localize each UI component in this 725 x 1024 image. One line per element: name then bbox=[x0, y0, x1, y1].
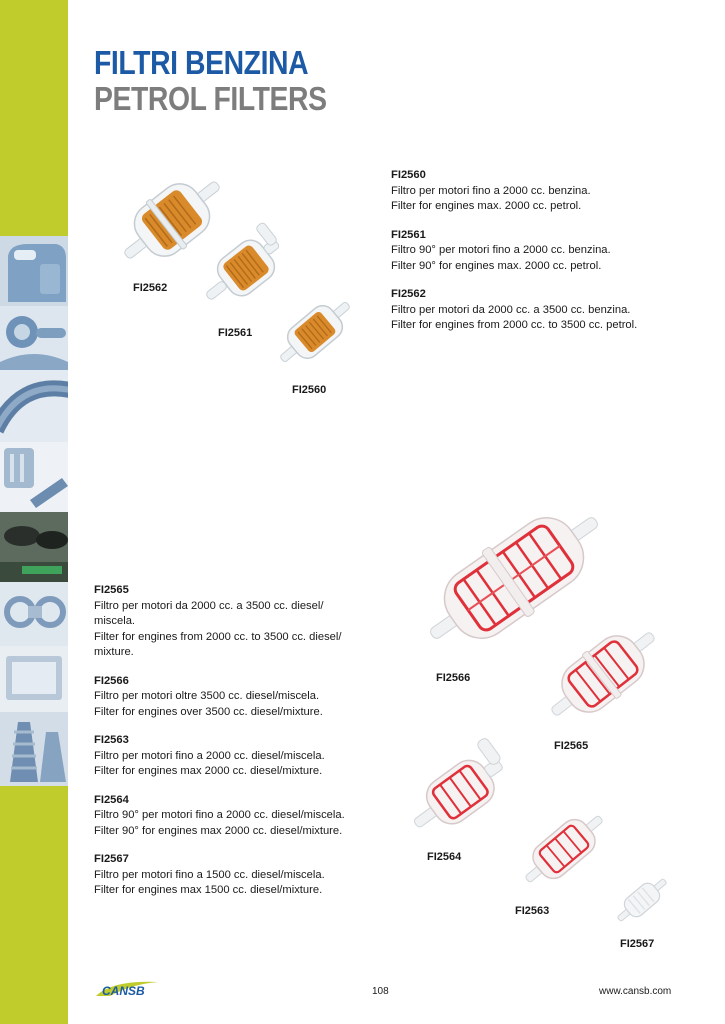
filter-image-fi2560 bbox=[270, 288, 360, 376]
product-photo-strip bbox=[0, 236, 68, 786]
filter-image-fi2565 bbox=[538, 626, 668, 722]
product-code: FI2567 bbox=[94, 853, 129, 865]
filter-label-fi2566: FI2566 bbox=[436, 672, 471, 684]
diesel-filter-descriptions bbox=[94, 583, 345, 912]
box-photo bbox=[0, 646, 68, 712]
product-block-fi2566 bbox=[94, 674, 345, 721]
page-title-english: PETROL FILTERS bbox=[94, 80, 327, 117]
product-code: FI2560 bbox=[391, 169, 426, 181]
product-code: FI2562 bbox=[391, 288, 426, 300]
product-code: FI2561 bbox=[391, 228, 426, 241]
page-title-italian: FILTRI BENZINA bbox=[94, 44, 309, 81]
hose-photo bbox=[0, 370, 68, 442]
filter-label-fi2565: FI2565 bbox=[554, 740, 589, 752]
filter-label-fi2562: FI2562 bbox=[133, 282, 168, 294]
connector-photo bbox=[0, 442, 68, 512]
product-block-fi2563 bbox=[94, 733, 345, 780]
filter-label-fi2564: FI2564 bbox=[427, 851, 462, 863]
filter-image-fi2567 bbox=[612, 872, 672, 928]
product-code: FI2564 bbox=[94, 793, 129, 806]
pump-photo bbox=[0, 306, 68, 370]
product-desc-it: Filtro 90° per motori fino a 2000 cc. benzina. bbox=[391, 244, 611, 256]
product-desc-it: Filtro per motori da 2000 cc. a 3500 cc. diesel/ bbox=[94, 599, 324, 612]
product-desc-en: Filter for engines max. 2000 cc. petrol. bbox=[391, 200, 582, 212]
filter-image-fi2564 bbox=[404, 730, 528, 840]
product-desc-en: Filter for engines from 2000 cc. to 3500 cc. petrol. bbox=[391, 319, 638, 331]
filter-image-fi2563 bbox=[514, 806, 614, 892]
clamp-photo bbox=[0, 582, 68, 646]
product-desc-en: Filter for engines from 2000 cc. to 3500 cc. diesel/ bbox=[94, 630, 342, 643]
product-code: FI2565 bbox=[94, 584, 129, 596]
filter-label-fi2560: FI2560 bbox=[292, 384, 327, 396]
page-number: 108 bbox=[372, 986, 389, 997]
product-desc-en-cont: mixture. bbox=[94, 646, 134, 658]
gasket-photo bbox=[0, 512, 68, 582]
product-block-fi2564 bbox=[94, 793, 345, 840]
product-desc-it: Filtro 90° per motori fino a 2000 cc. diesel/miscela. bbox=[94, 809, 345, 821]
product-desc-en: Filter for engines over 3500 cc. diesel/mixture. bbox=[94, 705, 323, 718]
logo-text: CANSB bbox=[102, 984, 145, 998]
product-desc-en: Filter for engines max 2000 cc. diesel/mixture. bbox=[94, 765, 323, 777]
product-desc-it: Filtro per motori fino a 2000 cc. diesel/miscela. bbox=[94, 749, 325, 762]
product-block-fi2562 bbox=[391, 287, 637, 334]
website-link[interactable]: www.cansb.com bbox=[599, 986, 672, 997]
jerrycan-photo bbox=[0, 236, 68, 306]
product-desc-en: Filter 90° for engines max 2000 cc. diesel/mixture. bbox=[94, 824, 343, 837]
filter-label-fi2561: FI2561 bbox=[218, 327, 253, 339]
product-block-fi2567 bbox=[94, 852, 345, 899]
filter-label-fi2567: FI2567 bbox=[620, 938, 655, 950]
product-code: FI2563 bbox=[94, 734, 129, 746]
product-block-fi2565 bbox=[94, 583, 345, 661]
product-block-fi2561 bbox=[391, 228, 637, 275]
product-code: FI2566 bbox=[94, 674, 129, 687]
product-desc-it-cont: miscela. bbox=[94, 615, 136, 627]
filter-label-fi2563: FI2563 bbox=[515, 905, 550, 917]
petrol-filter-descriptions bbox=[391, 168, 637, 347]
product-block-fi2560 bbox=[391, 168, 637, 215]
cansb-logo bbox=[92, 978, 168, 1002]
product-desc-it: Filtro per motori fino a 1500 cc. diesel/miscela. bbox=[94, 868, 325, 881]
product-desc-en: Filter 90° for engines max. 2000 cc. petrol. bbox=[391, 259, 602, 272]
product-desc-it: Filtro per motori fino a 2000 cc. benzina. bbox=[391, 184, 591, 197]
product-desc-it: Filtro per motori oltre 3500 cc. diesel/miscela. bbox=[94, 690, 320, 702]
product-desc-it: Filtro per motori da 2000 cc. a 3500 cc. benzina. bbox=[391, 303, 631, 316]
boot-photo bbox=[0, 712, 68, 786]
product-desc-en: Filter for engines max 1500 cc. diesel/mixture. bbox=[94, 884, 323, 896]
